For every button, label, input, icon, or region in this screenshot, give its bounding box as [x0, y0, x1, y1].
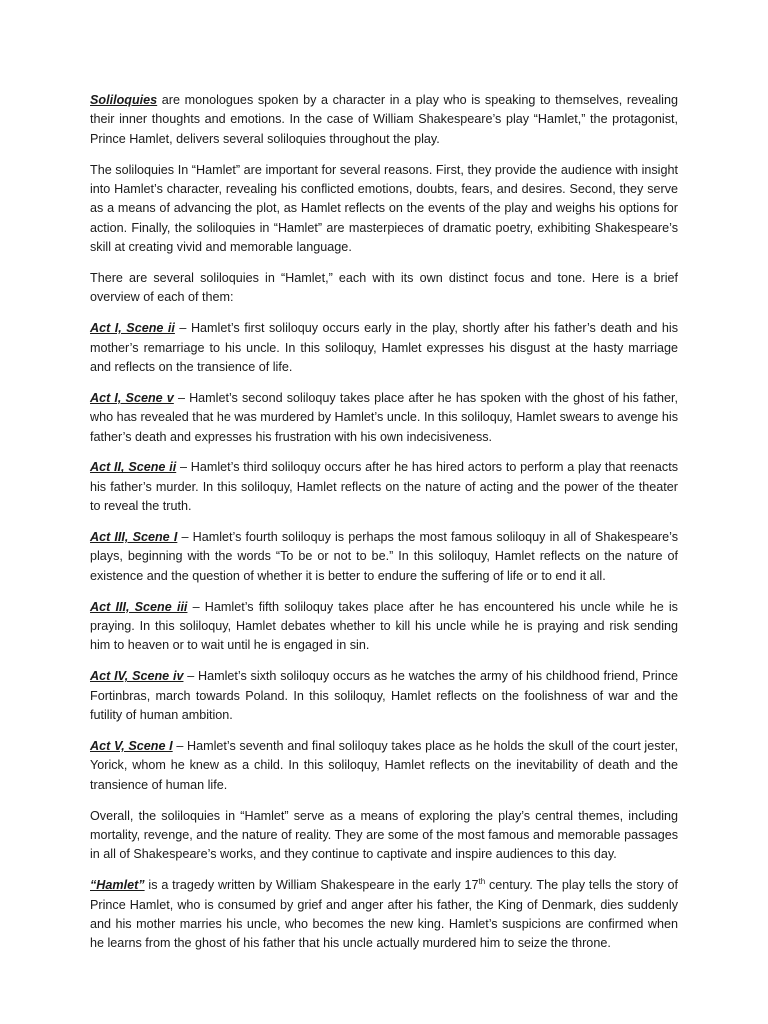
paragraph-conclusion	[90, 807, 678, 865]
paragraph-act1-scene5	[90, 389, 678, 447]
term-soliloquies: Soliloquies	[90, 93, 158, 107]
paragraph-soliloquies-definition	[90, 91, 678, 149]
paragraph-text: – Hamlet’s fifth soliloquy takes place after he has encountered his uncle while he is praying. In this soliloquy, Hamlet debates whether to kill his uncle while he is praying and risk sending him to heaven or to wait until he is engaged in sin.	[90, 599, 678, 653]
paragraph-text: – Hamlet’s first soliloquy occurs early in the play, shortly after his father’s death and his mother’s remarriage to his uncle. In this soliloquy, Hamlet expresses his disgust at the hasty marriage and reflects on the transience of life.	[90, 321, 678, 375]
paragraph-text: century. The play tells the story of Prince Hamlet, who is consumed by grief and anger after his father, the King of Denmark, dies suddenly and his mother marries his uncle, who becomes the new king. Hamlet’s suspicions are confirmed when he learns from the ghost of his father that his uncle actually murdered him to seize the throne.	[90, 878, 678, 951]
scene-heading: Act II, Scene ii	[90, 460, 177, 475]
paragraph-act3-scene3	[90, 598, 678, 656]
paragraph-text: There are several soliloquies in “Hamlet,” each with its own distinct focus and tone. Here is a brief overview of each of them:	[90, 271, 678, 305]
paragraph-importance	[90, 161, 678, 258]
paragraph-text: Overall, the soliloquies in “Hamlet” serve as a means of exploring the play’s central themes, including mortality, revenge, and the nature of reality. They are some of the most famous and memorable passages in all of Shakespeare’s works, and they continue to captivate and inspire audiences to this day.	[90, 808, 678, 862]
title-hamlet: “Hamlet”	[90, 878, 145, 893]
paragraph-text: – Hamlet’s fourth soliloquy is perhaps the most famous soliloquy in all of Shakespeare’s plays, beginning with the words “To be or not to be.” In this soliloquy, Hamlet reflects on the nature of existence and the question of whether it is better to endure the suffering of life or to end it all.	[90, 530, 678, 583]
paragraph-text: – Hamlet’s sixth soliloquy occurs as he watches the army of his childhood friend, Prince Fortinbras, march towards Poland. In this soliloquy, Hamlet reflects on the foolishness of war and the futility of human ambition.	[90, 669, 678, 723]
scene-heading: Act I, Scene ii	[90, 321, 175, 336]
paragraph-act5-scene1	[90, 737, 678, 795]
paragraph-act1-scene2	[90, 319, 678, 377]
paragraph-act2-scene2	[90, 458, 678, 516]
paragraph-text: is a tragedy written by William Shakespeare in the early 17	[144, 878, 479, 893]
scene-heading: Act I, Scene v	[90, 390, 174, 405]
paragraph-text: The soliloquies In “Hamlet” are important for several reasons. First, they provide the audience with insight into Hamlet’s character, revealing his conflicted emotions, doubts, fears, and desires. Second, they serve as a means of advancing the plot, as Hamlet reflects on the events of the play and weighs his options for action. Finally, the soliloquies in “Hamlet” are masterpieces of dramatic poetry, exhibiting Shakespeare’s skill at creating vivid and memorable language.	[90, 162, 678, 255]
scene-heading: Act III, Scene iii	[90, 599, 188, 614]
paragraph-text: – Hamlet’s seventh and final soliloquy takes place as he holds the skull of the court jester, Yorick, whom he knew as a child. In this soliloquy, Hamlet reflects on the inevitability of death and the transience of human life.	[90, 738, 678, 792]
paragraph-text: – Hamlet’s second soliloquy takes place after he has spoken with the ghost of his father, who has revealed that he was murdered by Hamlet’s uncle. In this soliloquy, Hamlet swears to avenge his father’s death and expresses his frustration with his own indecisiveness.	[90, 390, 678, 444]
paragraph-act4-scene4	[90, 667, 678, 725]
paragraph-overview-intro	[90, 269, 678, 308]
scene-heading: Act IV, Scene iv	[90, 669, 184, 684]
scene-heading: Act III, Scene I	[90, 530, 178, 545]
ordinal-superscript: th	[478, 876, 486, 886]
scene-heading: Act V, Scene I	[90, 738, 173, 753]
paragraph-hamlet-summary	[90, 876, 678, 954]
paragraph-text: are monologues spoken by a character in a play who is speaking to themselves, revealing their inner thoughts and emotions. In the case of William Shakespeare’s play “Hamlet,” the protagonist, Prince Hamlet, delivers several soliloquies throughout the play.	[90, 93, 678, 146]
paragraph-text: – Hamlet’s third soliloquy occurs after he has hired actors to perform a play that reenacts his father’s murder. In this soliloquy, Hamlet reflects on the nature of acting and the power of the theater to reveal the truth.	[90, 460, 678, 514]
paragraph-act3-scene1	[90, 528, 678, 586]
